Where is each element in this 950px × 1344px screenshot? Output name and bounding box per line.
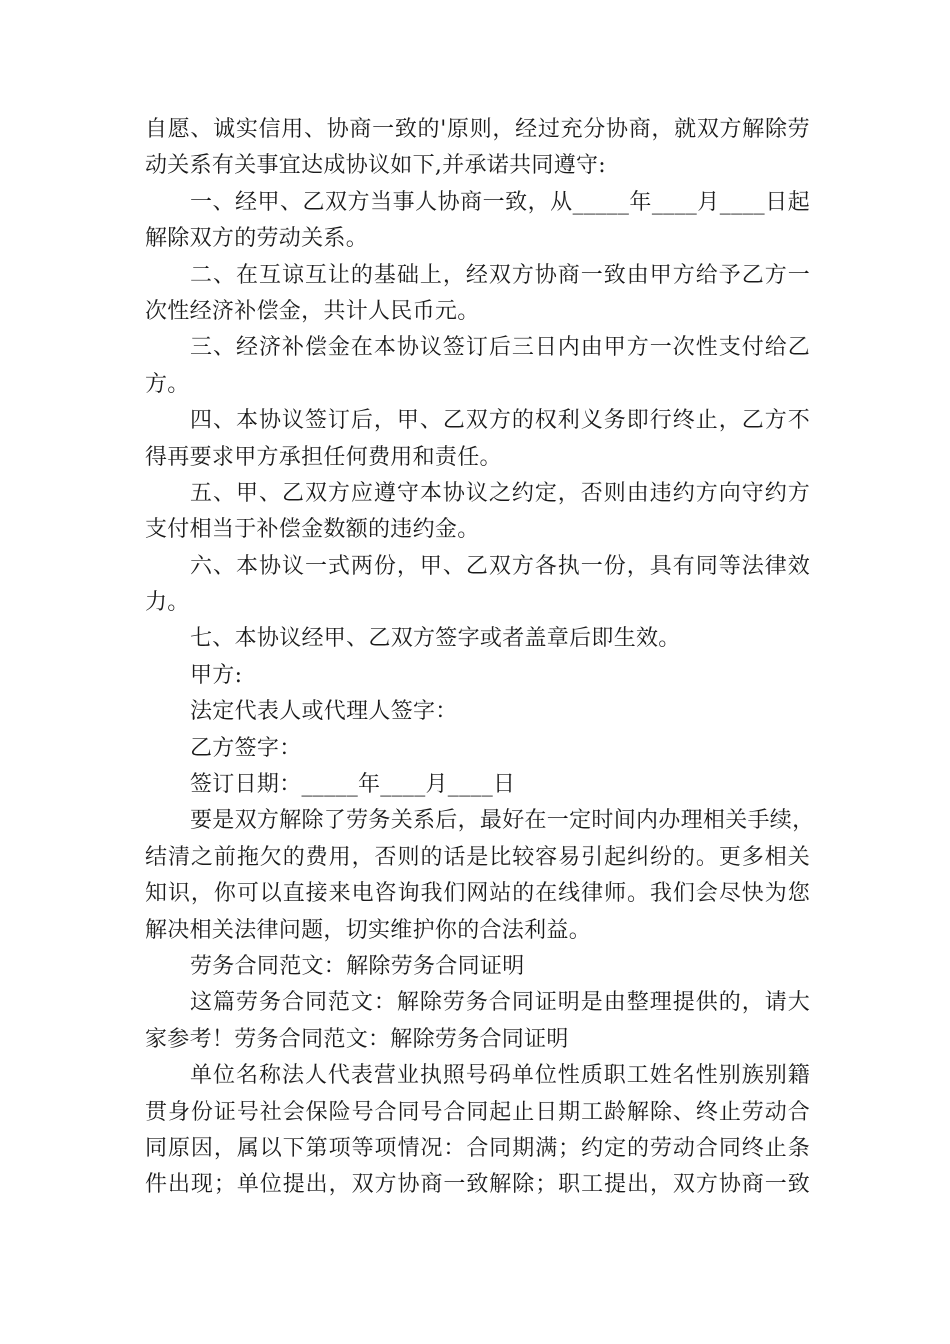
text-line: 单位名称法人代表营业执照号码单位性质职工姓名性别族别籍 [190, 1063, 810, 1089]
text-line: 要是双方解除了劳务关系后，最好在一定时间内办理相关手续， [190, 808, 815, 834]
text-line: 动关系有关事宜达成协议如下,并承诺共同遵守: [145, 153, 607, 179]
text-line: 次性经济补偿金，共计人民币元。 [145, 298, 480, 324]
text-line: 贯身份证号社会保险号合同号合同起止日期工龄解除、终止劳动合 [145, 1099, 810, 1125]
text-line: 解决相关法律问题，切实维护你的合法利益。 [145, 917, 592, 943]
text-line: 签订日期：_____年____月____日 [190, 772, 516, 798]
text-line: 四、本协议签订后，甲、乙双方的权利义务即行终止，乙方不 [190, 408, 810, 434]
text-line: 乙方签字： [190, 735, 302, 761]
text-line: 知识，你可以直接来电咨询我们网站的在线律师。我们会尽快为您 [145, 881, 810, 907]
text-line: 二、在互谅互让的基础上，经双方协商一致由甲方给予乙方一 [190, 262, 810, 288]
text-line: 支付相当于补偿金数额的违约金。 [145, 517, 480, 543]
text-line: 法定代表人或代理人签字： [190, 699, 458, 725]
text-line: 件出现；单位提出，双方协商一致解除；职工提出，双方协商一致 [145, 1172, 810, 1198]
text-line: 甲方: [190, 662, 243, 688]
text-line: 五、甲、乙双方应遵守本协议之约定，否则由违约方向守约方 [190, 480, 810, 506]
text-line: 同原因，属以下第项等项情况：合同期满；约定的劳动合同终止条 [145, 1135, 810, 1161]
text-line: 自愿、诚实信用、协商一致的'原则，经过充分协商，就双方解除劳 [145, 117, 810, 142]
text-line: 七、本协议经甲、乙双方签字或者盖章后即生效。 [190, 626, 681, 652]
text-line: 力。 [145, 590, 190, 616]
text-line: 解除双方的劳动关系。 [145, 226, 369, 252]
document-body [145, 112, 815, 1204]
text-line: 得再要求甲方承担任何费用和责任。 [145, 444, 502, 470]
text-line: 六、本协议一式两份，甲、乙双方各执一份，具有同等法律效 [190, 553, 810, 579]
text-line: 劳务合同范文：解除劳务合同证明 [190, 953, 525, 979]
text-line: 这篇劳务合同范文：解除劳务合同证明是由整理提供的，请大 [190, 990, 810, 1016]
text-line: 结清之前拖欠的费用，否则的话是比较容易引起纠纷的。更多相关 [145, 844, 810, 870]
text-line: 方。 [145, 371, 190, 397]
text-line: 一、经甲、乙双方当事人协商一致，从_____年____月____日起 [190, 189, 810, 215]
text-line: 家参考！劳务合同范文：解除劳务合同证明 [145, 1026, 569, 1052]
text-line: 三、经济补偿金在本协议签订后三日内由甲方一次性支付给乙 [190, 335, 810, 361]
